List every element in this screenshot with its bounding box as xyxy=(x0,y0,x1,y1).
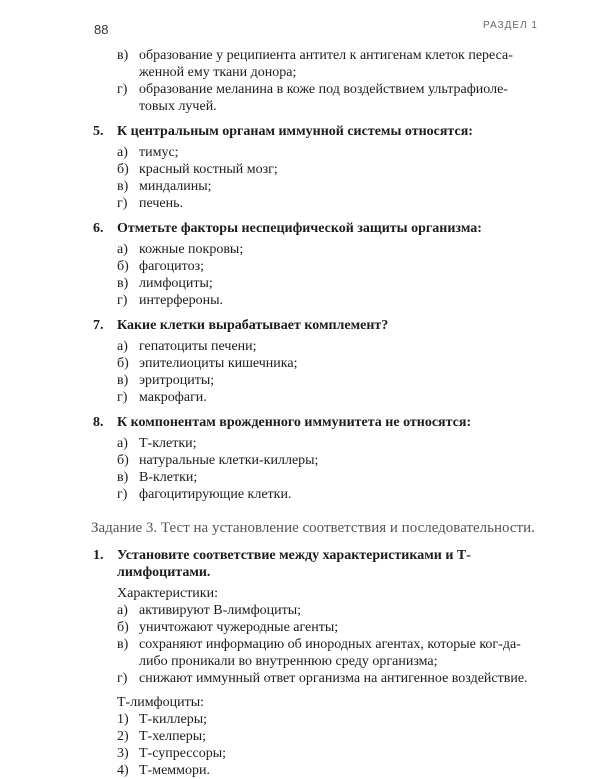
option-text: снижают иммунный ответ организма на антигенное воздействие. xyxy=(139,671,528,686)
option-text: печень. xyxy=(139,196,183,211)
answer-option xyxy=(0,355,600,372)
option-text: гепатоциты печени; xyxy=(139,339,257,354)
answer-option xyxy=(0,292,600,309)
option-marker: б) xyxy=(117,356,129,371)
characteristics-label: Характеристики: xyxy=(117,586,218,601)
answer-option xyxy=(0,275,600,292)
answer-option xyxy=(0,452,600,469)
option-marker: б) xyxy=(117,162,129,177)
question-text: Какие клетки вырабатывает комплемент? xyxy=(117,318,389,333)
page-number: 88 xyxy=(94,22,109,37)
option-marker: в) xyxy=(117,470,129,485)
question-5-options xyxy=(0,144,600,212)
option-text: Т-супрессоры; xyxy=(139,746,227,761)
option-text: красный костный мозг; xyxy=(139,162,278,177)
answer-option xyxy=(0,389,600,406)
option-marker: а) xyxy=(117,339,128,354)
question-6-options xyxy=(0,241,600,309)
option-text: интерфероны. xyxy=(139,293,223,308)
page-content xyxy=(0,47,600,779)
characteristic-item xyxy=(0,619,600,636)
characteristic-item xyxy=(0,636,600,670)
answer-option xyxy=(0,178,600,195)
option-marker: 2) xyxy=(117,729,129,744)
question-7-options xyxy=(0,338,600,406)
option-text: уничтожают чужеродные агенты; xyxy=(139,620,339,635)
option-marker: б) xyxy=(117,620,129,635)
answer-option xyxy=(0,486,600,503)
lymphocytes-label: Т-лимфоциты: xyxy=(117,695,205,710)
answer-option xyxy=(0,241,600,258)
option-marker: в) xyxy=(117,373,129,388)
answer-option xyxy=(0,47,600,81)
answer-option xyxy=(0,372,600,389)
option-text: эритроциты; xyxy=(139,373,215,388)
lymphocytes-list xyxy=(0,711,600,779)
option-text: эпителиоциты кишечника; xyxy=(139,356,298,371)
task3-question-1 xyxy=(0,547,600,581)
option-marker: г) xyxy=(117,390,128,405)
question-7 xyxy=(0,317,600,334)
option-marker: 1) xyxy=(117,712,129,727)
option-marker: г) xyxy=(117,487,128,502)
question-8 xyxy=(0,414,600,431)
question-6 xyxy=(0,220,600,237)
option-marker: г) xyxy=(117,671,128,686)
option-text: Т-киллеры; xyxy=(139,712,207,727)
lymphocyte-item xyxy=(0,745,600,762)
lymphocyte-item xyxy=(0,762,600,779)
question-8-options xyxy=(0,435,600,503)
option-marker: б) xyxy=(117,453,129,468)
option-marker: б) xyxy=(117,259,129,274)
characteristic-item xyxy=(0,670,600,687)
lymphocyte-item xyxy=(0,728,600,745)
option-text: миндалины; xyxy=(139,179,212,194)
option-marker: а) xyxy=(117,242,128,257)
answer-option xyxy=(0,469,600,486)
answer-option xyxy=(0,144,600,161)
characteristics-list xyxy=(0,602,600,687)
option-marker: г) xyxy=(117,196,128,211)
question-number: 6. xyxy=(93,221,104,236)
section-label: РАЗДЕЛ 1 xyxy=(483,20,538,31)
characteristic-item xyxy=(0,602,600,619)
question-text: Отметьте факторы неспецифической защиты организма: xyxy=(117,221,482,236)
question-number: 5. xyxy=(93,124,104,139)
continued-options xyxy=(0,47,600,115)
answer-option xyxy=(0,161,600,178)
option-text: образование меланина в коже под воздействием ультрафиоле-товых лучей. xyxy=(139,82,508,114)
option-text: фагоцитоз; xyxy=(139,259,205,274)
option-marker: г) xyxy=(117,82,128,97)
question-number: 8. xyxy=(93,415,104,430)
question-number: 7. xyxy=(93,318,104,333)
option-text: сохраняют информацию об инородных агентах, которые ког-да-либо проникали во внутреннюю среду организма; xyxy=(139,637,521,669)
task-heading: Задание 3. Тест на установление соответствия и последовательности. xyxy=(91,520,535,536)
option-text: В-клетки; xyxy=(139,470,198,485)
option-text: фагоцитирующие клетки. xyxy=(139,487,292,502)
option-marker: в) xyxy=(117,637,129,652)
option-text: кожные покровы; xyxy=(139,242,244,257)
option-text: активируют В-лимфоциты; xyxy=(139,603,302,618)
question-text: К центральным органам иммунной системы относятся: xyxy=(117,124,473,139)
option-marker: в) xyxy=(117,48,129,63)
question-5 xyxy=(0,123,600,140)
question-number: 1. xyxy=(93,548,104,563)
answer-option xyxy=(0,338,600,355)
option-text: макрофаги. xyxy=(139,390,207,405)
option-marker: в) xyxy=(117,276,129,291)
answer-option xyxy=(0,81,600,115)
option-marker: 4) xyxy=(117,763,129,778)
option-text: Т-клетки; xyxy=(139,436,197,451)
option-text: Т-хелперы; xyxy=(139,729,207,744)
option-text: натуральные клетки-киллеры; xyxy=(139,453,319,468)
answer-option xyxy=(0,435,600,452)
option-text: лимфоциты; xyxy=(139,276,213,291)
option-text: тимус; xyxy=(139,145,179,160)
option-marker: г) xyxy=(117,293,128,308)
option-marker: 3) xyxy=(117,746,129,761)
question-text: Установите соответствие между характеристиками и Т-лимфоцитами. xyxy=(117,548,471,580)
option-text: образование у реципиента антител к антигенам клеток переса-женной ему ткани донора; xyxy=(139,48,513,80)
answer-option xyxy=(0,195,600,212)
option-marker: в) xyxy=(117,179,129,194)
option-marker: а) xyxy=(117,603,128,618)
option-text: Т-меммори. xyxy=(139,763,210,778)
question-text: К компонентам врожденного иммунитета не относятся: xyxy=(117,415,472,430)
option-marker: а) xyxy=(117,145,128,160)
option-marker: а) xyxy=(117,436,128,451)
lymphocyte-item xyxy=(0,711,600,728)
answer-option xyxy=(0,258,600,275)
